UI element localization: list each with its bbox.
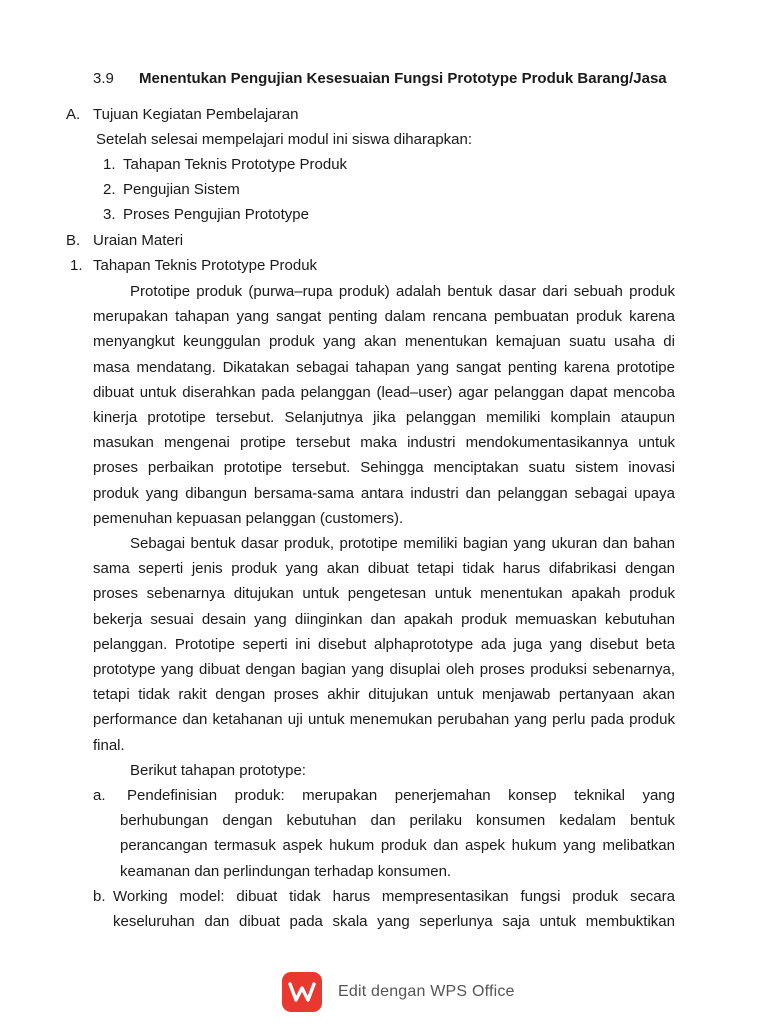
objective-item-3: Proses Pengujian Prototype xyxy=(123,206,309,223)
paragraph-3: Berikut tahapan prototype: xyxy=(130,762,306,779)
part-a-title: Tujuan Kegiatan Pembelajaran xyxy=(93,106,299,123)
stage-item-a: Pendefinisian produk: merupakan penerjemahan konsep teknikal yang berhubungan dengan kebutuhan dan perilaku konsumen kedalam bentuk perancangan termasuk aspek hukum produk dan aspek hukum yang melibatkan keamanan dan perlindungan terhadap konsumen. xyxy=(120,787,675,880)
wps-edit-link[interactable]: Edit dengan WPS Office xyxy=(338,983,515,1000)
part-a-intro: Setelah selesai mempelajari modul ini siswa diharapkan: xyxy=(96,131,473,148)
wps-footer[interactable] xyxy=(282,972,515,1012)
section-heading xyxy=(93,68,667,90)
objective-item-1: Tahapan Teknis Prototype Produk xyxy=(123,156,348,173)
stage-marker-a: a. xyxy=(93,787,106,804)
part-b-title: Uraian Materi xyxy=(93,232,184,249)
section-number: 3.9 xyxy=(93,70,114,87)
objective-item-2: Pengujian Sistem xyxy=(123,181,240,198)
stage-marker-b: b. xyxy=(93,888,106,905)
section-title: Menentukan Pengujian Kesesuaian Fungsi Prototype Produk Barang/Jasa xyxy=(139,70,667,87)
part-a-marker: A. xyxy=(66,106,81,123)
paragraph-2: Sebagai bentuk dasar produk, prototipe memiliki bagian yang ukuran dan bahan sama seperti jenis produk yang akan dibuat tetapi tidak harus difabrikasi dengan proses sebenarnya ditujukan untuk pengetesan untuk menentukan apakah produk bekerja sesuai desain yang diinginkan dan apakah produk memuaskan kebutuhan pelanggan. Prototipe seperti ini disebut alphaprototype ada juga yang disebut beta prototype yang dibuat dengan bagian yang disuplai oleh proses produksi sebenarnya, tetapi tidak rakit dengan proses akhir ditujukan untuk menjawab pertanyaan akan performance dan ketahanan uji untuk menemukan perubahan yang perlu pada produk final. xyxy=(93,535,675,754)
subsection-marker: 1. xyxy=(70,257,83,274)
paragraph-1: Prototipe produk (purwa–rupa produk) adalah bentuk dasar dari sebuah produk merupakan tahapan yang sangat penting dalam rencana pembuatan produk karena menyangkut keunggulan produk yang akan menentukan kemajuan suatu usaha di masa mendatang. Dikatakan sebagai tahapan yang sangat penting karena prototipe dibuat untuk diserahkan pada pelanggan (lead–user) agar pelanggan dapat mencoba kinerja prototipe tersebut. Selanjutnya jika pelanggan memiliki komplain ataupun masukan mengenai protipe tersebut maka industri mendokumentasikannya untuk proses perbaikan prototipe tersebut. Sehingga menciptakan suatu sistem inovasi produk yang dibangun bersama-sama antara industri dan pelanggan sebagai upaya pemenuhan kepuasan pelanggan (customers). xyxy=(93,283,675,527)
objective-marker-2: 2. xyxy=(103,181,116,198)
subsection-title: Tahapan Teknis Prototype Produk xyxy=(93,257,318,274)
objective-marker-3: 3. xyxy=(103,206,116,223)
part-b-marker: B. xyxy=(66,232,81,249)
wps-office-logo-icon xyxy=(282,972,322,1012)
objective-marker-1: 1. xyxy=(103,156,116,173)
stage-item-b: Working model: dibuat tidak harus mempresentasikan fungsi produk secara keseluruhan dan dibuat pada skala yang seperlunya saja untuk membuktikan xyxy=(113,888,675,931)
